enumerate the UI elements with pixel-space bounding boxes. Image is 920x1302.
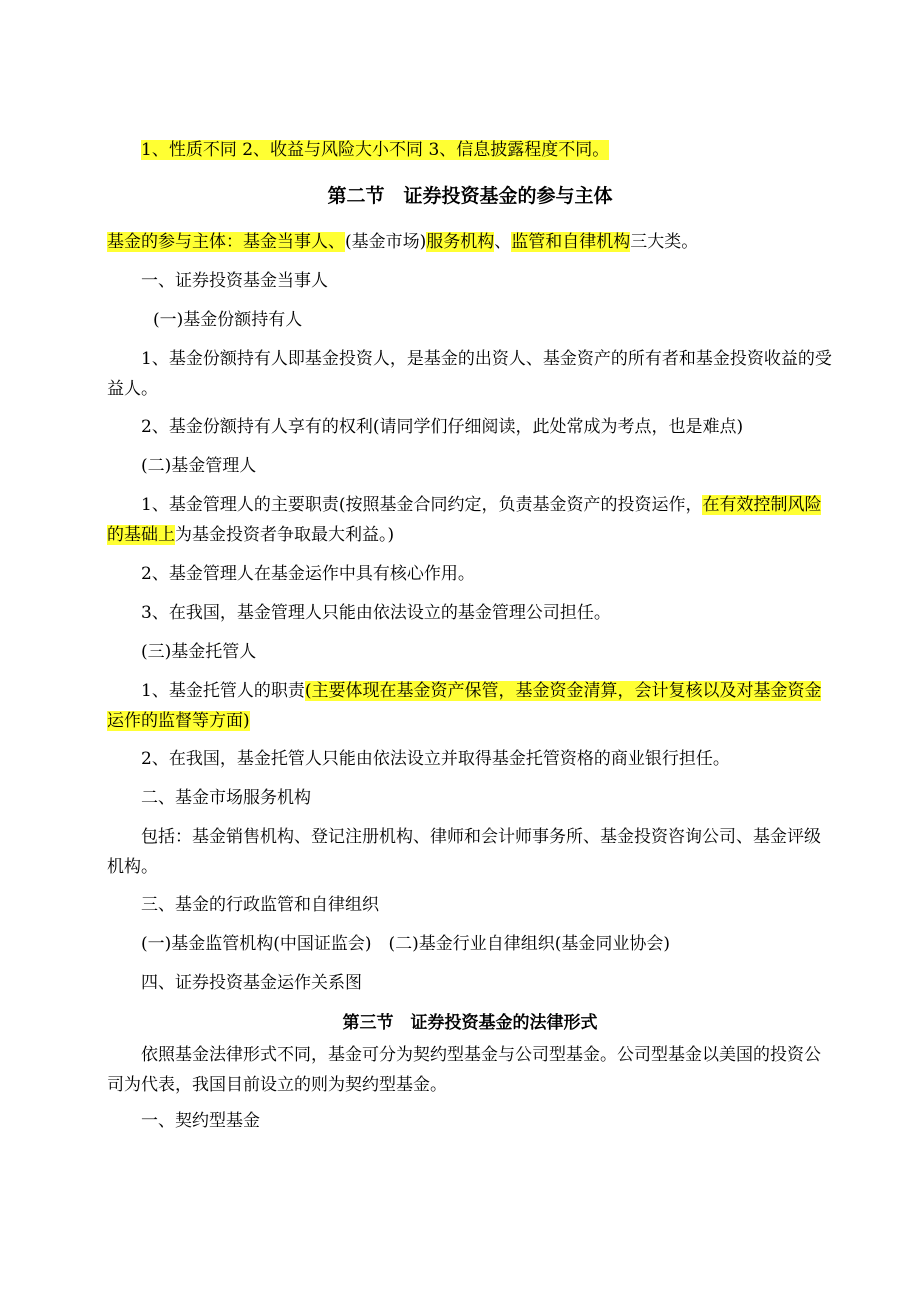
highlight-span: 1、性质不同 2、收益与风险大小不同 3、信息披露程度不同。	[141, 140, 610, 160]
heading-fund-custodian: (三)基金托管人	[141, 642, 257, 662]
highlight-span: 服务机构	[426, 232, 495, 252]
heading-contract-fund: 一、契约型基金	[141, 1111, 260, 1131]
participants-paragraph	[107, 227, 833, 257]
text-span: 1、基金管理人的主要职责(按照基金合同约定，负责基金资产的投资运作，	[141, 495, 703, 515]
heading-fund-manager: (二)基金管理人	[141, 456, 257, 476]
holder-point-2: 2、基金份额持有人享有的权利(请同学们仔细阅读，此处常成为考点，也是难点)	[141, 417, 744, 437]
manager-point-1	[107, 490, 833, 550]
manager-point-3: 3、在我国，基金管理人只能由依法设立的基金管理公司担任。	[141, 603, 611, 623]
highlight-span: 在有效控制风险的基础上	[107, 495, 822, 545]
text-span: 、	[494, 232, 512, 252]
service-institutions-text: 包括：基金销售机构、登记注册机构、律师和会计师事务所、基金投资咨询公司、基金评级机构。	[107, 827, 821, 877]
heading-unit-holder: (一)基金份额持有人	[153, 310, 303, 330]
holder-point-1: 1、基金份额持有人即基金投资人，是基金的出资人、基金资产的所有者和基金投资收益的受益人。	[107, 349, 832, 399]
regulation-text: (一)基金监管机构(中国证监会) (二)基金行业自律组织(基金同业协会)	[141, 934, 671, 954]
heading-relation-chart: 四、证券投资基金运作关系图	[141, 973, 362, 993]
text-span: 三大类。	[630, 232, 699, 252]
legal-form-text: 依照基金法律形式不同，基金可分为契约型基金与公司型基金。公司型基金以美国的投资公司为代表，我国目前设立的则为契约型基金。	[107, 1045, 821, 1095]
comparison-summary	[141, 135, 841, 165]
text-span: 1、基金托管人的职责	[141, 681, 305, 701]
text-span: (基金市场)	[345, 232, 427, 252]
heading-fund-parties: 一、证券投资基金当事人	[141, 271, 328, 291]
section-3-title: 第三节 证券投资基金的法律形式	[342, 1013, 598, 1033]
highlight-span: 基金的参与主体：	[107, 232, 243, 252]
text-span: 为基金投资者争取最大利益。)	[175, 525, 395, 545]
highlight-span: (主要体现在基金资产保管，基金资金清算，会计复核以及对基金资金运作的监督等方面)	[107, 681, 822, 731]
heading-regulation: 三、基金的行政监管和自律组织	[141, 895, 379, 915]
manager-point-2: 2、基金管理人在基金运作中具有核心作用。	[141, 564, 475, 584]
custodian-point-2: 2、在我国，基金托管人只能由依法设立并取得基金托管资格的商业银行担任。	[141, 749, 730, 769]
highlight-span: 监管和自律机构	[511, 232, 631, 252]
custodian-point-1	[107, 676, 833, 736]
heading-market-service: 二、基金市场服务机构	[141, 788, 311, 808]
highlight-span: 基金当事人、	[243, 232, 345, 252]
section-2-title: 第二节 证券投资基金的参与主体	[327, 185, 613, 207]
